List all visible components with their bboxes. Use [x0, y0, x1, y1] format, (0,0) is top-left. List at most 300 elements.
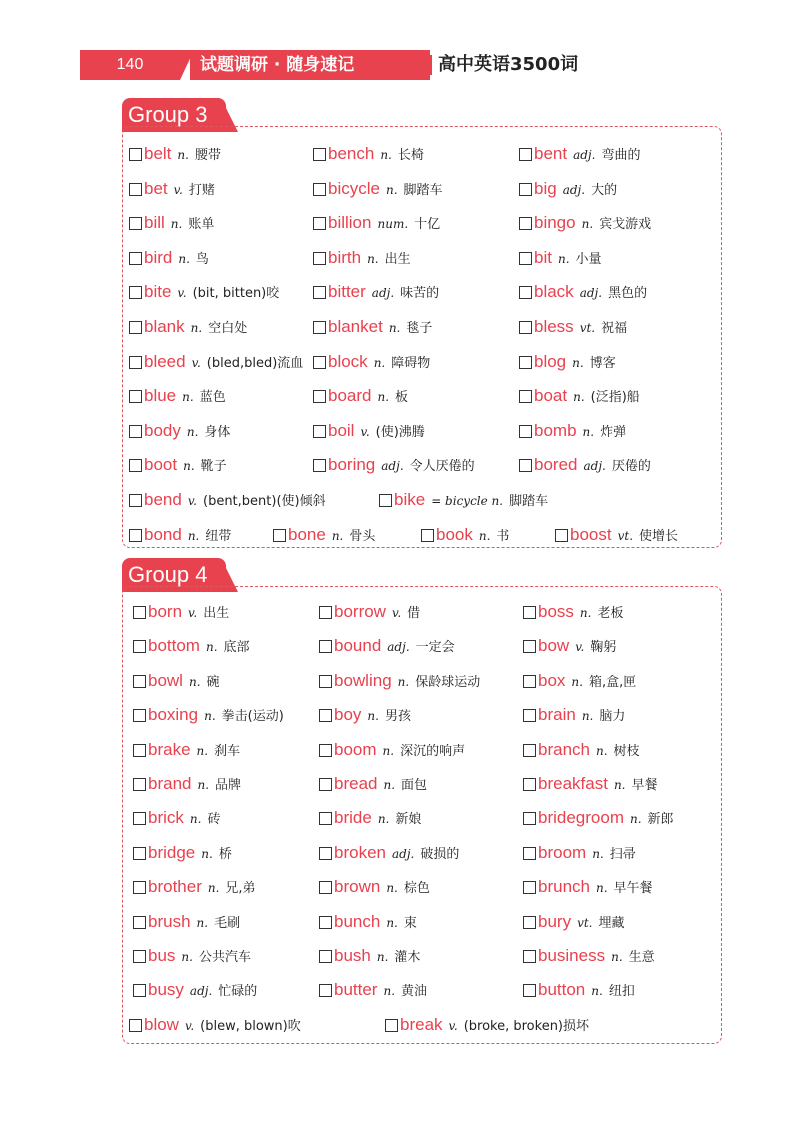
- checkbox[interactable]: [519, 321, 532, 334]
- part-of-speech: n.: [382, 743, 395, 758]
- definition: 拳击(运动): [221, 709, 284, 725]
- checkbox[interactable]: [523, 881, 536, 894]
- vocab-word: borrow: [334, 602, 386, 621]
- checkbox[interactable]: [319, 984, 332, 997]
- definition: 宾戈游戏: [599, 217, 652, 233]
- part-of-speech: n.: [197, 778, 210, 792]
- checkbox[interactable]: [129, 1019, 142, 1032]
- vocab-entry: [313, 312, 432, 342]
- vocab-word: bill: [144, 213, 165, 233]
- definition: 博客: [589, 355, 616, 371]
- vocab-row: [123, 872, 721, 902]
- checkbox[interactable]: [319, 675, 332, 688]
- checkbox[interactable]: [319, 640, 332, 653]
- vocab-row: [123, 803, 721, 833]
- vocab-entry: [313, 416, 425, 446]
- checkbox[interactable]: [129, 425, 142, 438]
- checkbox[interactable]: [555, 529, 568, 542]
- checkbox[interactable]: [129, 321, 142, 334]
- vocab-row: [123, 208, 721, 238]
- part-of-speech: adj.: [562, 182, 586, 197]
- definition: 小量: [575, 251, 602, 267]
- part-of-speech: n.: [183, 459, 195, 474]
- checkbox[interactable]: [523, 812, 536, 825]
- checkbox[interactable]: [313, 148, 326, 161]
- vocab-entry: [519, 450, 651, 480]
- part-of-speech: n.: [373, 355, 386, 370]
- checkbox[interactable]: [421, 529, 434, 542]
- vocab-entry: [319, 941, 420, 971]
- vocab-entry: [519, 277, 647, 307]
- definition: 借: [407, 606, 421, 621]
- checkbox[interactable]: [133, 675, 146, 688]
- vocab-row: [123, 243, 721, 273]
- checkbox[interactable]: [133, 606, 146, 619]
- vocab-entry: [133, 735, 240, 765]
- definition: 空白处: [208, 321, 248, 336]
- vocab-word: belt: [144, 144, 172, 163]
- definition: 新郎: [647, 812, 674, 828]
- part-of-speech: = bicycle n.: [431, 494, 504, 508]
- checkbox[interactable]: [129, 148, 142, 161]
- checkbox[interactable]: [133, 778, 146, 791]
- vocab-word: bowl: [148, 670, 183, 690]
- checkbox[interactable]: [523, 847, 536, 860]
- checkbox[interactable]: [519, 252, 532, 265]
- part-of-speech: n.: [383, 778, 396, 792]
- vocab-entry: [519, 312, 627, 342]
- definition: 十亿: [414, 217, 441, 233]
- part-of-speech: n.: [190, 321, 203, 335]
- vocab-word: bowling: [334, 670, 392, 690]
- definition: 毛刷: [214, 915, 241, 931]
- part-of-speech: n.: [196, 915, 209, 930]
- definition: 纽带: [205, 528, 232, 544]
- vocab-word: board: [328, 386, 372, 406]
- vocab-entry: [313, 174, 443, 204]
- part-of-speech: v.: [173, 182, 183, 197]
- group-label: Group 3: [122, 98, 226, 132]
- vocab-word: boil: [328, 420, 355, 440]
- part-of-speech: n.: [582, 424, 595, 439]
- vocab-word: bet: [144, 178, 168, 198]
- definition: 黑色的: [608, 286, 648, 302]
- definition: 板: [395, 390, 409, 406]
- definition: 保龄球运动: [415, 674, 481, 690]
- vocab-row: [123, 597, 721, 627]
- part-of-speech: num.: [377, 217, 409, 232]
- vocab-entry: [129, 243, 209, 273]
- vocab-entry: [129, 1010, 301, 1040]
- part-of-speech: v.: [177, 286, 187, 301]
- vocab-entry: [129, 174, 215, 204]
- vocab-entry: [129, 139, 221, 169]
- vocab-row: [123, 312, 721, 342]
- vocab-entry: [129, 416, 230, 446]
- definition: 脚踏车: [509, 494, 549, 509]
- checkbox[interactable]: [313, 321, 326, 334]
- part-of-speech: n.: [188, 674, 201, 689]
- definition: 早午餐: [613, 881, 653, 897]
- vocab-word: business: [538, 946, 606, 965]
- part-of-speech: n.: [367, 709, 379, 724]
- checkbox[interactable]: [133, 744, 146, 757]
- part-of-speech: n.: [592, 846, 604, 861]
- checkbox[interactable]: [519, 286, 532, 299]
- vocab-entry: [319, 872, 430, 902]
- checkbox[interactable]: [129, 459, 142, 472]
- checkbox[interactable]: [129, 390, 142, 403]
- part-of-speech: n.: [331, 528, 344, 543]
- definition: 靴子: [200, 459, 227, 475]
- part-of-speech: v.: [188, 606, 198, 620]
- checkbox[interactable]: [319, 709, 332, 722]
- checkbox[interactable]: [313, 286, 326, 299]
- definition: 弯曲的: [601, 148, 641, 163]
- checkbox[interactable]: [129, 494, 142, 507]
- definition: 毯子: [406, 321, 433, 336]
- checkbox[interactable]: [313, 425, 326, 438]
- checkbox[interactable]: [133, 881, 146, 894]
- part-of-speech: n.: [181, 950, 193, 964]
- part-of-speech: adj.: [583, 459, 606, 474]
- definition: 一定会: [415, 640, 455, 656]
- vocab-word: bend: [144, 490, 182, 509]
- definition: 蓝色: [199, 390, 226, 406]
- checkbox[interactable]: [523, 709, 536, 722]
- vocab-word: bury: [538, 911, 572, 931]
- vocab-word: branch: [538, 739, 590, 759]
- vocab-entry: [133, 700, 284, 730]
- part-of-speech: n.: [204, 709, 216, 724]
- vocab-word: break: [400, 1014, 443, 1034]
- part-of-speech: n.: [579, 606, 592, 620]
- checkbox[interactable]: [313, 183, 326, 196]
- checkbox[interactable]: [523, 984, 536, 997]
- checkbox[interactable]: [523, 640, 536, 653]
- checkbox[interactable]: [319, 778, 332, 791]
- checkbox[interactable]: [519, 390, 532, 403]
- vocab-word: bush: [334, 946, 371, 965]
- vocab-word: brain: [538, 705, 576, 725]
- page-number: 140: [80, 50, 180, 80]
- vocab-entry: [519, 347, 616, 377]
- vocab-word: bride: [334, 808, 372, 828]
- part-of-speech: n.: [613, 778, 626, 792]
- vocab-word: bike: [394, 490, 426, 509]
- vocab-row: [123, 700, 721, 730]
- vocab-entry: [129, 381, 226, 411]
- vocab-entry: [133, 838, 232, 868]
- page-header: [80, 50, 720, 80]
- definition: 深沉的响声: [400, 743, 466, 759]
- vocab-entry: [129, 450, 227, 480]
- part-of-speech: n.: [478, 528, 491, 543]
- definition: 桥: [218, 846, 232, 862]
- part-of-speech: n.: [383, 984, 396, 999]
- definition: 骨头: [349, 528, 376, 544]
- book-title: 高中英语3500词: [438, 54, 579, 75]
- definition: (blew, blown)吹: [200, 1018, 301, 1034]
- vocab-word: big: [534, 178, 557, 198]
- checkbox[interactable]: [319, 916, 332, 929]
- checkbox[interactable]: [319, 812, 332, 825]
- definition: 破损的: [420, 846, 460, 862]
- checkbox[interactable]: [319, 606, 332, 619]
- checkbox[interactable]: [133, 640, 146, 653]
- checkbox[interactable]: [129, 356, 142, 369]
- part-of-speech: n.: [571, 674, 583, 689]
- vocab-word: bound: [334, 636, 382, 656]
- part-of-speech: n.: [377, 390, 390, 405]
- part-of-speech: n.: [177, 148, 189, 162]
- vocab-word: birth: [328, 247, 362, 267]
- vocab-word: breakfast: [538, 774, 608, 793]
- vocab-entry: [523, 735, 640, 765]
- part-of-speech: n.: [595, 743, 608, 758]
- definition: 打赌: [188, 182, 215, 198]
- definition: (bled,bled)流血: [206, 355, 304, 371]
- vocab-word: brick: [148, 808, 184, 828]
- part-of-speech: v.: [391, 606, 402, 620]
- checkbox[interactable]: [523, 950, 536, 963]
- checkbox[interactable]: [519, 356, 532, 369]
- definition: 碗: [206, 674, 220, 690]
- vocab-word: boat: [534, 386, 568, 406]
- part-of-speech: vt.: [579, 321, 596, 335]
- part-of-speech: v.: [184, 1018, 195, 1033]
- definition: 令人厌倦的: [409, 459, 475, 475]
- checkbox[interactable]: [273, 529, 286, 542]
- vocab-entry: [133, 907, 240, 937]
- definition: (泛指)船: [590, 390, 640, 406]
- definition: 厌倦的: [611, 459, 651, 475]
- part-of-speech: v.: [575, 640, 585, 655]
- vocab-row: [123, 174, 721, 204]
- part-of-speech: n.: [630, 812, 642, 827]
- vocab-word: brush: [148, 911, 191, 931]
- checkbox[interactable]: [313, 252, 326, 265]
- checkbox[interactable]: [129, 529, 142, 542]
- checkbox[interactable]: [519, 217, 532, 230]
- checkbox[interactable]: [519, 459, 532, 472]
- vocab-word: busy: [148, 980, 184, 1000]
- vocab-entry: [313, 347, 430, 377]
- checkbox[interactable]: [133, 709, 146, 722]
- vocab-word: blank: [144, 317, 185, 336]
- definition: (使)沸腾: [375, 424, 425, 440]
- checkbox[interactable]: [385, 1019, 398, 1032]
- vocab-row: [123, 381, 721, 411]
- part-of-speech: n.: [367, 251, 379, 266]
- definition: 灌木: [394, 950, 421, 965]
- vocab-word: bingo: [534, 213, 576, 233]
- part-of-speech: n.: [377, 812, 390, 827]
- checkbox[interactable]: [133, 916, 146, 929]
- checkbox[interactable]: [519, 183, 532, 196]
- vocab-word: block: [328, 351, 368, 371]
- vocab-word: bread: [334, 774, 378, 793]
- vocab-row: [123, 139, 721, 169]
- checkbox[interactable]: [133, 984, 146, 997]
- vocab-entry: [319, 769, 427, 799]
- vocab-entry: [319, 735, 465, 765]
- checkbox[interactable]: [313, 356, 326, 369]
- vocab-entry: [313, 381, 408, 411]
- vocab-word: brake: [148, 739, 191, 759]
- vocab-row: [123, 631, 721, 661]
- vocab-row: [123, 666, 721, 696]
- vocab-word: body: [144, 420, 181, 440]
- vocab-word: bond: [144, 524, 182, 544]
- vocab-entry: [523, 769, 658, 799]
- vocab-word: boot: [144, 455, 178, 475]
- part-of-speech: adj.: [573, 148, 596, 162]
- vocab-row: [123, 941, 721, 971]
- vocab-word: boss: [538, 602, 574, 621]
- vocab-entry: [133, 769, 241, 799]
- vocab-word: bless: [534, 317, 574, 336]
- header-divider: [430, 55, 432, 75]
- part-of-speech: n.: [595, 881, 608, 896]
- part-of-speech: adj.: [189, 984, 213, 999]
- vocab-entry: [519, 381, 640, 411]
- checkbox[interactable]: [523, 916, 536, 929]
- vocab-row: [123, 416, 721, 446]
- vocab-row: [123, 975, 721, 1005]
- part-of-speech: n.: [388, 321, 401, 335]
- vocab-word: brunch: [538, 877, 590, 897]
- vocab-word: billion: [328, 213, 372, 233]
- checkbox[interactable]: [519, 148, 532, 161]
- checkbox[interactable]: [133, 812, 146, 825]
- vocab-word: born: [148, 602, 183, 621]
- definition: 老板: [597, 606, 624, 621]
- vocab-entry: [129, 277, 279, 307]
- checkbox[interactable]: [129, 286, 142, 299]
- checkbox[interactable]: [319, 744, 332, 757]
- part-of-speech: v.: [187, 494, 197, 508]
- vocab-word: bicycle: [328, 178, 380, 198]
- vocab-word: bridge: [148, 842, 196, 862]
- vocab-word: bunch: [334, 911, 381, 931]
- part-of-speech: v.: [191, 355, 201, 370]
- checkbox[interactable]: [313, 459, 326, 472]
- checkbox[interactable]: [129, 252, 142, 265]
- vocab-entry: [523, 975, 635, 1005]
- part-of-speech: adj.: [371, 286, 395, 301]
- checkbox[interactable]: [313, 217, 326, 230]
- vocab-row: [123, 769, 721, 799]
- definition: 障碍物: [391, 355, 431, 371]
- part-of-speech: vt.: [617, 528, 634, 543]
- vocab-entry: [129, 312, 247, 342]
- part-of-speech: adj.: [391, 846, 415, 861]
- vocab-entry: [319, 907, 417, 937]
- definition: 脑力: [599, 709, 626, 725]
- vocab-word: bitter: [328, 282, 366, 302]
- vocab-entry: [519, 139, 640, 169]
- definition: 兄,弟: [225, 881, 256, 897]
- vocab-entry: [519, 174, 617, 204]
- vocab-entry: [313, 139, 424, 169]
- group-label: Group 4: [122, 558, 226, 592]
- definition: 长椅: [397, 148, 424, 163]
- vocab-word: bomb: [534, 420, 577, 440]
- group-box: [122, 586, 722, 1044]
- vocab-entry: [133, 666, 220, 696]
- part-of-speech: n.: [201, 846, 213, 861]
- checkbox[interactable]: [313, 390, 326, 403]
- definition: 味苦的: [400, 286, 440, 302]
- vocab-word: box: [538, 670, 566, 690]
- part-of-speech: n.: [170, 217, 183, 232]
- definition: 脚踏车: [403, 182, 443, 198]
- part-of-speech: adj.: [381, 459, 404, 474]
- checkbox[interactable]: [523, 778, 536, 791]
- vocab-word: bit: [534, 247, 552, 267]
- vocab-row: [123, 450, 721, 480]
- checkbox[interactable]: [319, 950, 332, 963]
- vocab-entry: [523, 941, 655, 971]
- vocab-word: brother: [148, 877, 202, 897]
- vocab-entry: [385, 1010, 589, 1040]
- checkbox[interactable]: [519, 425, 532, 438]
- checkbox[interactable]: [129, 183, 142, 196]
- vocab-word: button: [538, 980, 586, 1000]
- checkbox[interactable]: [523, 744, 536, 757]
- vocab-word: book: [436, 524, 473, 544]
- checkbox[interactable]: [133, 847, 146, 860]
- checkbox[interactable]: [523, 675, 536, 688]
- vocab-word: broom: [538, 842, 587, 862]
- vocab-word: bored: [534, 455, 578, 475]
- vocab-word: bleed: [144, 351, 186, 371]
- part-of-speech: n.: [581, 217, 594, 232]
- vocab-entry: [519, 243, 602, 273]
- checkbox[interactable]: [319, 847, 332, 860]
- vocab-word: boost: [570, 524, 612, 544]
- vocab-entry: [319, 803, 421, 833]
- definition: 埋藏: [598, 915, 625, 931]
- definition: 鞠躬: [590, 640, 617, 656]
- checkbox[interactable]: [129, 217, 142, 230]
- definition: 底部: [223, 640, 250, 656]
- vocab-word: brand: [148, 774, 192, 793]
- vocab-entry: [523, 872, 653, 902]
- vocab-word: bench: [328, 144, 375, 163]
- vocab-word: blue: [144, 386, 177, 406]
- vocab-row: [123, 1010, 721, 1040]
- checkbox[interactable]: [133, 950, 146, 963]
- definition: 棕色: [403, 881, 430, 897]
- vocab-entry: [313, 277, 439, 307]
- vocab-entry: [519, 416, 626, 446]
- vocab-entry: [129, 208, 214, 238]
- vocab-word: bite: [144, 282, 172, 302]
- vocab-word: bus: [148, 946, 176, 965]
- vocab-word: butter: [334, 980, 378, 1000]
- checkbox[interactable]: [319, 881, 332, 894]
- vocab-row: [123, 735, 721, 765]
- checkbox[interactable]: [379, 494, 392, 507]
- vocab-entry: [319, 838, 459, 868]
- definition: 箱,盒,匣: [588, 674, 637, 690]
- definition: 扫帚: [609, 846, 636, 862]
- checkbox[interactable]: [523, 606, 536, 619]
- part-of-speech: n.: [187, 528, 200, 543]
- vocab-entry: [313, 450, 475, 480]
